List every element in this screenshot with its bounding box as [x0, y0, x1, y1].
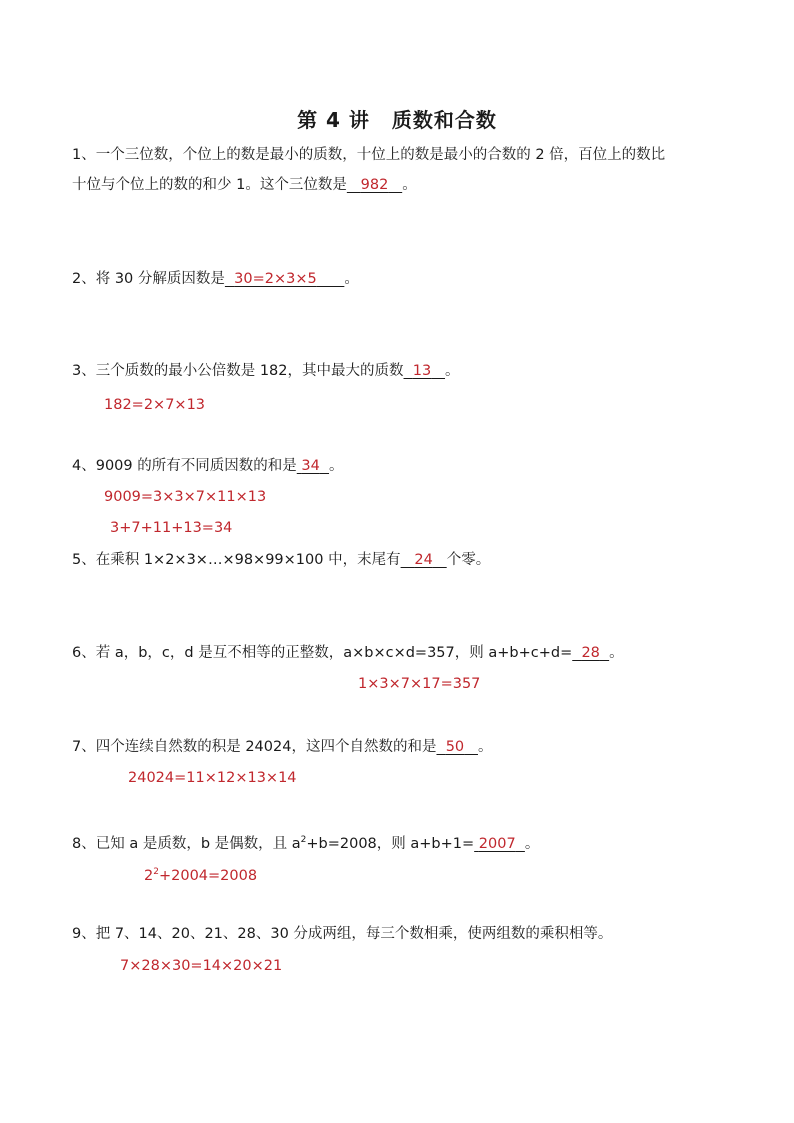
lecture-number: 第 4 讲 — [297, 108, 370, 132]
question-2: 2、将 30 分解质因数是 30=2×3×5 。 — [72, 271, 359, 287]
question-1-text: 十位与个位上的数的和少 1。这个三位数是 — [72, 177, 347, 193]
question-3: 3、三个质数的最小公倍数是 182，其中最大的质数 13 。 — [72, 363, 460, 379]
question-4: 4、9009 的所有不同质因数的和是 34 。 — [72, 458, 344, 474]
question-1-answer: 982 — [360, 177, 389, 193]
question-8: 8、已知 a 是质数，b 是偶数，且 $a^2+b=2008$，则 a+b+1= 2007 。 — [72, 835, 540, 852]
question-6-work: 1×3×7×17=357 — [358, 676, 481, 692]
question-8-text-a: 8、已知 a 是质数，b 是偶数，且 a — [72, 835, 301, 852]
question-4-answer: 34 — [301, 458, 320, 474]
question-6-answer: 28 — [581, 645, 600, 661]
question-4-text: 4、9009 的所有不同质因数的和是 — [72, 458, 297, 474]
question-8-answer: 2007 — [478, 835, 516, 852]
question-5-text: 5、在乘积 1×2×3×…×98×99×100 中，末尾有 — [72, 552, 401, 568]
question-6-text: 6、若 a，b，c，d 是互不相等的正整数，a×b×c×d=357，则 a+b+c+d= — [72, 645, 573, 661]
question-8-work: $2^2+2004=2008$ — [144, 867, 258, 884]
question-1-line-2: 十位与个位上的数的和少 1。这个三位数是 982 。 — [72, 177, 417, 193]
question-7-text: 7、四个连续自然数的积是 24024，这四个自然数的和是 — [72, 739, 437, 755]
lecture-topic: 质数和合数 — [391, 108, 497, 132]
question-8-text-b: +b=2008，则 a+b+1= — [306, 835, 475, 852]
question-5: 5、在乘积 1×2×3×…×98×99×100 中，末尾有 24 个零。 — [72, 552, 491, 568]
question-6: 6、若 a，b，c，d 是互不相等的正整数，a×b×c×d=357，则 a+b+c+d= 28 。 — [72, 645, 624, 661]
question-7: 7、四个连续自然数的积是 24024，这四个自然数的和是 50 。 — [72, 739, 493, 755]
question-5-answer: 24 — [414, 552, 433, 568]
question-3-text: 3、三个质数的最小公倍数是 182，其中最大的质数 — [72, 363, 404, 379]
question-7-answer: 50 — [445, 739, 465, 755]
question-3-work: 182=2×7×13 — [104, 397, 206, 413]
question-1-line-1: 1、一个三位数，个位上的数是最小的质数，十位上的数是最小的合数的 2 倍，百位上的数比 — [72, 147, 666, 163]
question-2-text: 2、将 30 分解质因数是 — [72, 271, 225, 287]
question-8-exponent: 2 — [300, 835, 307, 845]
question-9-work: 7×28×30=14×20×21 — [120, 958, 283, 974]
question-9: 9、把 7、14、20、21、28、30 分成两组，每三个数相乘，使两组数的乘积相等。 — [72, 926, 613, 942]
question-4-work-2: 3+7+11+13=34 — [110, 520, 233, 536]
question-7-work: 24024=11×12×13×14 — [128, 770, 297, 786]
question-3-answer: 13 — [412, 363, 432, 379]
question-2-answer: 30=2×3×5 — [234, 271, 317, 287]
page-title — [0, 104, 794, 133]
question-4-work-1: 9009=3×3×7×11×13 — [104, 489, 267, 505]
